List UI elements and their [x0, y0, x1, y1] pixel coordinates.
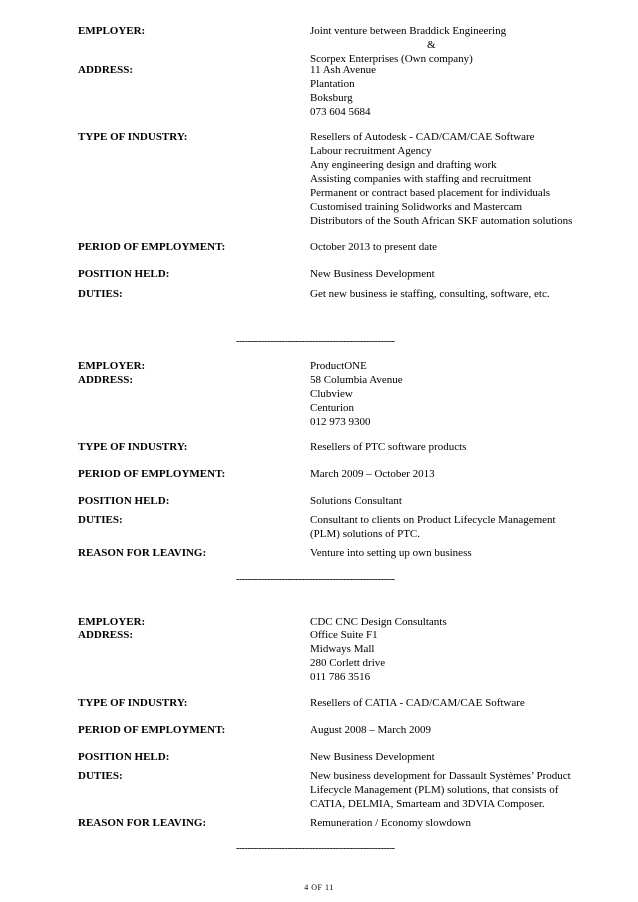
- position-label-2: POSITION HELD:: [78, 495, 170, 507]
- period-label-1: PERIOD OF EMPLOYMENT:: [78, 241, 226, 253]
- period-value-3: August 2008 – March 2009: [310, 724, 431, 736]
- employer-value-3: [310, 615, 447, 629]
- reason-label-3: REASON FOR LEAVING:: [78, 817, 207, 829]
- industry-line: Distributors of the South African SKF automation solutions: [310, 215, 573, 227]
- position-value-2: Solutions Consultant: [310, 495, 402, 507]
- industry-value-1: [310, 130, 572, 228]
- industry-line: Resellers of PTC software products: [310, 441, 467, 453]
- address-line: Centurion: [310, 402, 354, 414]
- industry-line: Permanent or contract based placement for individuals: [310, 187, 551, 199]
- address-label-2: ADDRESS:: [78, 374, 134, 386]
- duties-label-1: DUTIES:: [78, 288, 123, 300]
- duties-label-3: DUTIES:: [78, 770, 123, 782]
- duties-label-2: DUTIES:: [78, 514, 123, 526]
- duties-value-1: [310, 287, 550, 301]
- industry-line: Resellers of CATIA - CAD/CAM/CAE Software: [310, 697, 525, 709]
- page-number: 4 OF 11: [304, 883, 334, 892]
- address-line: Office Suite F1: [310, 629, 378, 641]
- address-line: Clubview: [310, 388, 353, 400]
- reason-value-2: Venture into setting up own business: [310, 547, 472, 559]
- period-label-3: PERIOD OF EMPLOYMENT:: [78, 724, 226, 736]
- duties-line: New business development for Dassault Systèmes’ Product: [310, 770, 571, 782]
- industry-label-3: TYPE OF INDUSTRY:: [78, 697, 188, 709]
- employer-line: ProductONE: [310, 360, 367, 372]
- employer-line: Scorpex Enterprises (Own company): [310, 53, 473, 65]
- section-divider: --------------------------------------------------------: [236, 336, 395, 347]
- address-value-1: [310, 63, 376, 119]
- employer-label-1: EMPLOYER:: [78, 25, 146, 37]
- address-line: 011 786 3516: [310, 671, 371, 683]
- period-value-2: March 2009 – October 2013: [310, 468, 435, 480]
- address-value-3: [310, 628, 385, 684]
- position-label-3: POSITION HELD:: [78, 751, 170, 763]
- industry-value-3: [310, 696, 525, 710]
- employer-line: CDC CNC Design Consultants: [310, 616, 447, 628]
- industry-line: Assisting companies with staffing and recruitment: [310, 173, 532, 185]
- position-label-1: POSITION HELD:: [78, 268, 170, 280]
- industry-line: Labour recruitment Agency: [310, 145, 432, 157]
- address-line: 11 Ash Avenue: [310, 64, 376, 76]
- industry-label-1: TYPE OF INDUSTRY:: [78, 131, 188, 143]
- address-line: 58 Columbia Avenue: [310, 374, 403, 386]
- address-line: 280 Corlett drive: [310, 657, 386, 669]
- industry-line: Any engineering design and drafting work: [310, 159, 497, 171]
- employer-line: &: [427, 39, 436, 51]
- industry-line: Customised training Solidworks and Mastercam: [310, 201, 523, 213]
- period-label-2: PERIOD OF EMPLOYMENT:: [78, 468, 226, 480]
- industry-value-2: [310, 440, 466, 454]
- address-line: Midways Mall: [310, 643, 375, 655]
- employer-value-1: [310, 24, 506, 66]
- duties-value-3: [310, 769, 571, 811]
- duties-line: Consultant to clients on Product Lifecycle Management: [310, 514, 556, 526]
- position-value-3: New Business Development: [310, 751, 435, 763]
- employer-label-3: EMPLOYER:: [78, 616, 146, 628]
- address-line: 073 604 5684: [310, 106, 371, 118]
- duties-value-2: [310, 513, 556, 541]
- period-value-1: October 2013 to present date: [310, 241, 438, 253]
- duties-line: CATIA, DELMIA, Smarteam and 3DVIA Composer.: [310, 798, 545, 810]
- reason-label-2: REASON FOR LEAVING:: [78, 547, 207, 559]
- duties-line: (PLM) solutions of PTC.: [310, 528, 421, 540]
- industry-label-2: TYPE OF INDUSTRY:: [78, 441, 188, 453]
- address-line: 012 973 9300: [310, 416, 371, 428]
- address-value-2: [310, 373, 403, 429]
- address-line: Plantation: [310, 78, 355, 90]
- duties-line: Get new business ie staffing, consulting, software, etc.: [310, 288, 550, 300]
- section-divider: --------------------------------------------------------: [236, 574, 395, 585]
- address-label-1: ADDRESS:: [78, 64, 134, 76]
- section-divider: --------------------------------------------------------: [236, 843, 395, 854]
- employer-line: Joint venture between Braddick Engineering: [310, 25, 507, 37]
- address-label-3: ADDRESS:: [78, 629, 134, 641]
- employer-label-2: EMPLOYER:: [78, 360, 146, 372]
- industry-line: Resellers of Autodesk - CAD/CAM/CAE Software: [310, 131, 535, 143]
- reason-value-3: Remuneration / Economy slowdown: [310, 817, 472, 829]
- position-value-1: New Business Development: [310, 268, 435, 280]
- duties-line: Lifecycle Management (PLM) solutions, that consists of: [310, 784, 559, 796]
- employer-value-2: [310, 359, 367, 373]
- address-line: Boksburg: [310, 92, 353, 104]
